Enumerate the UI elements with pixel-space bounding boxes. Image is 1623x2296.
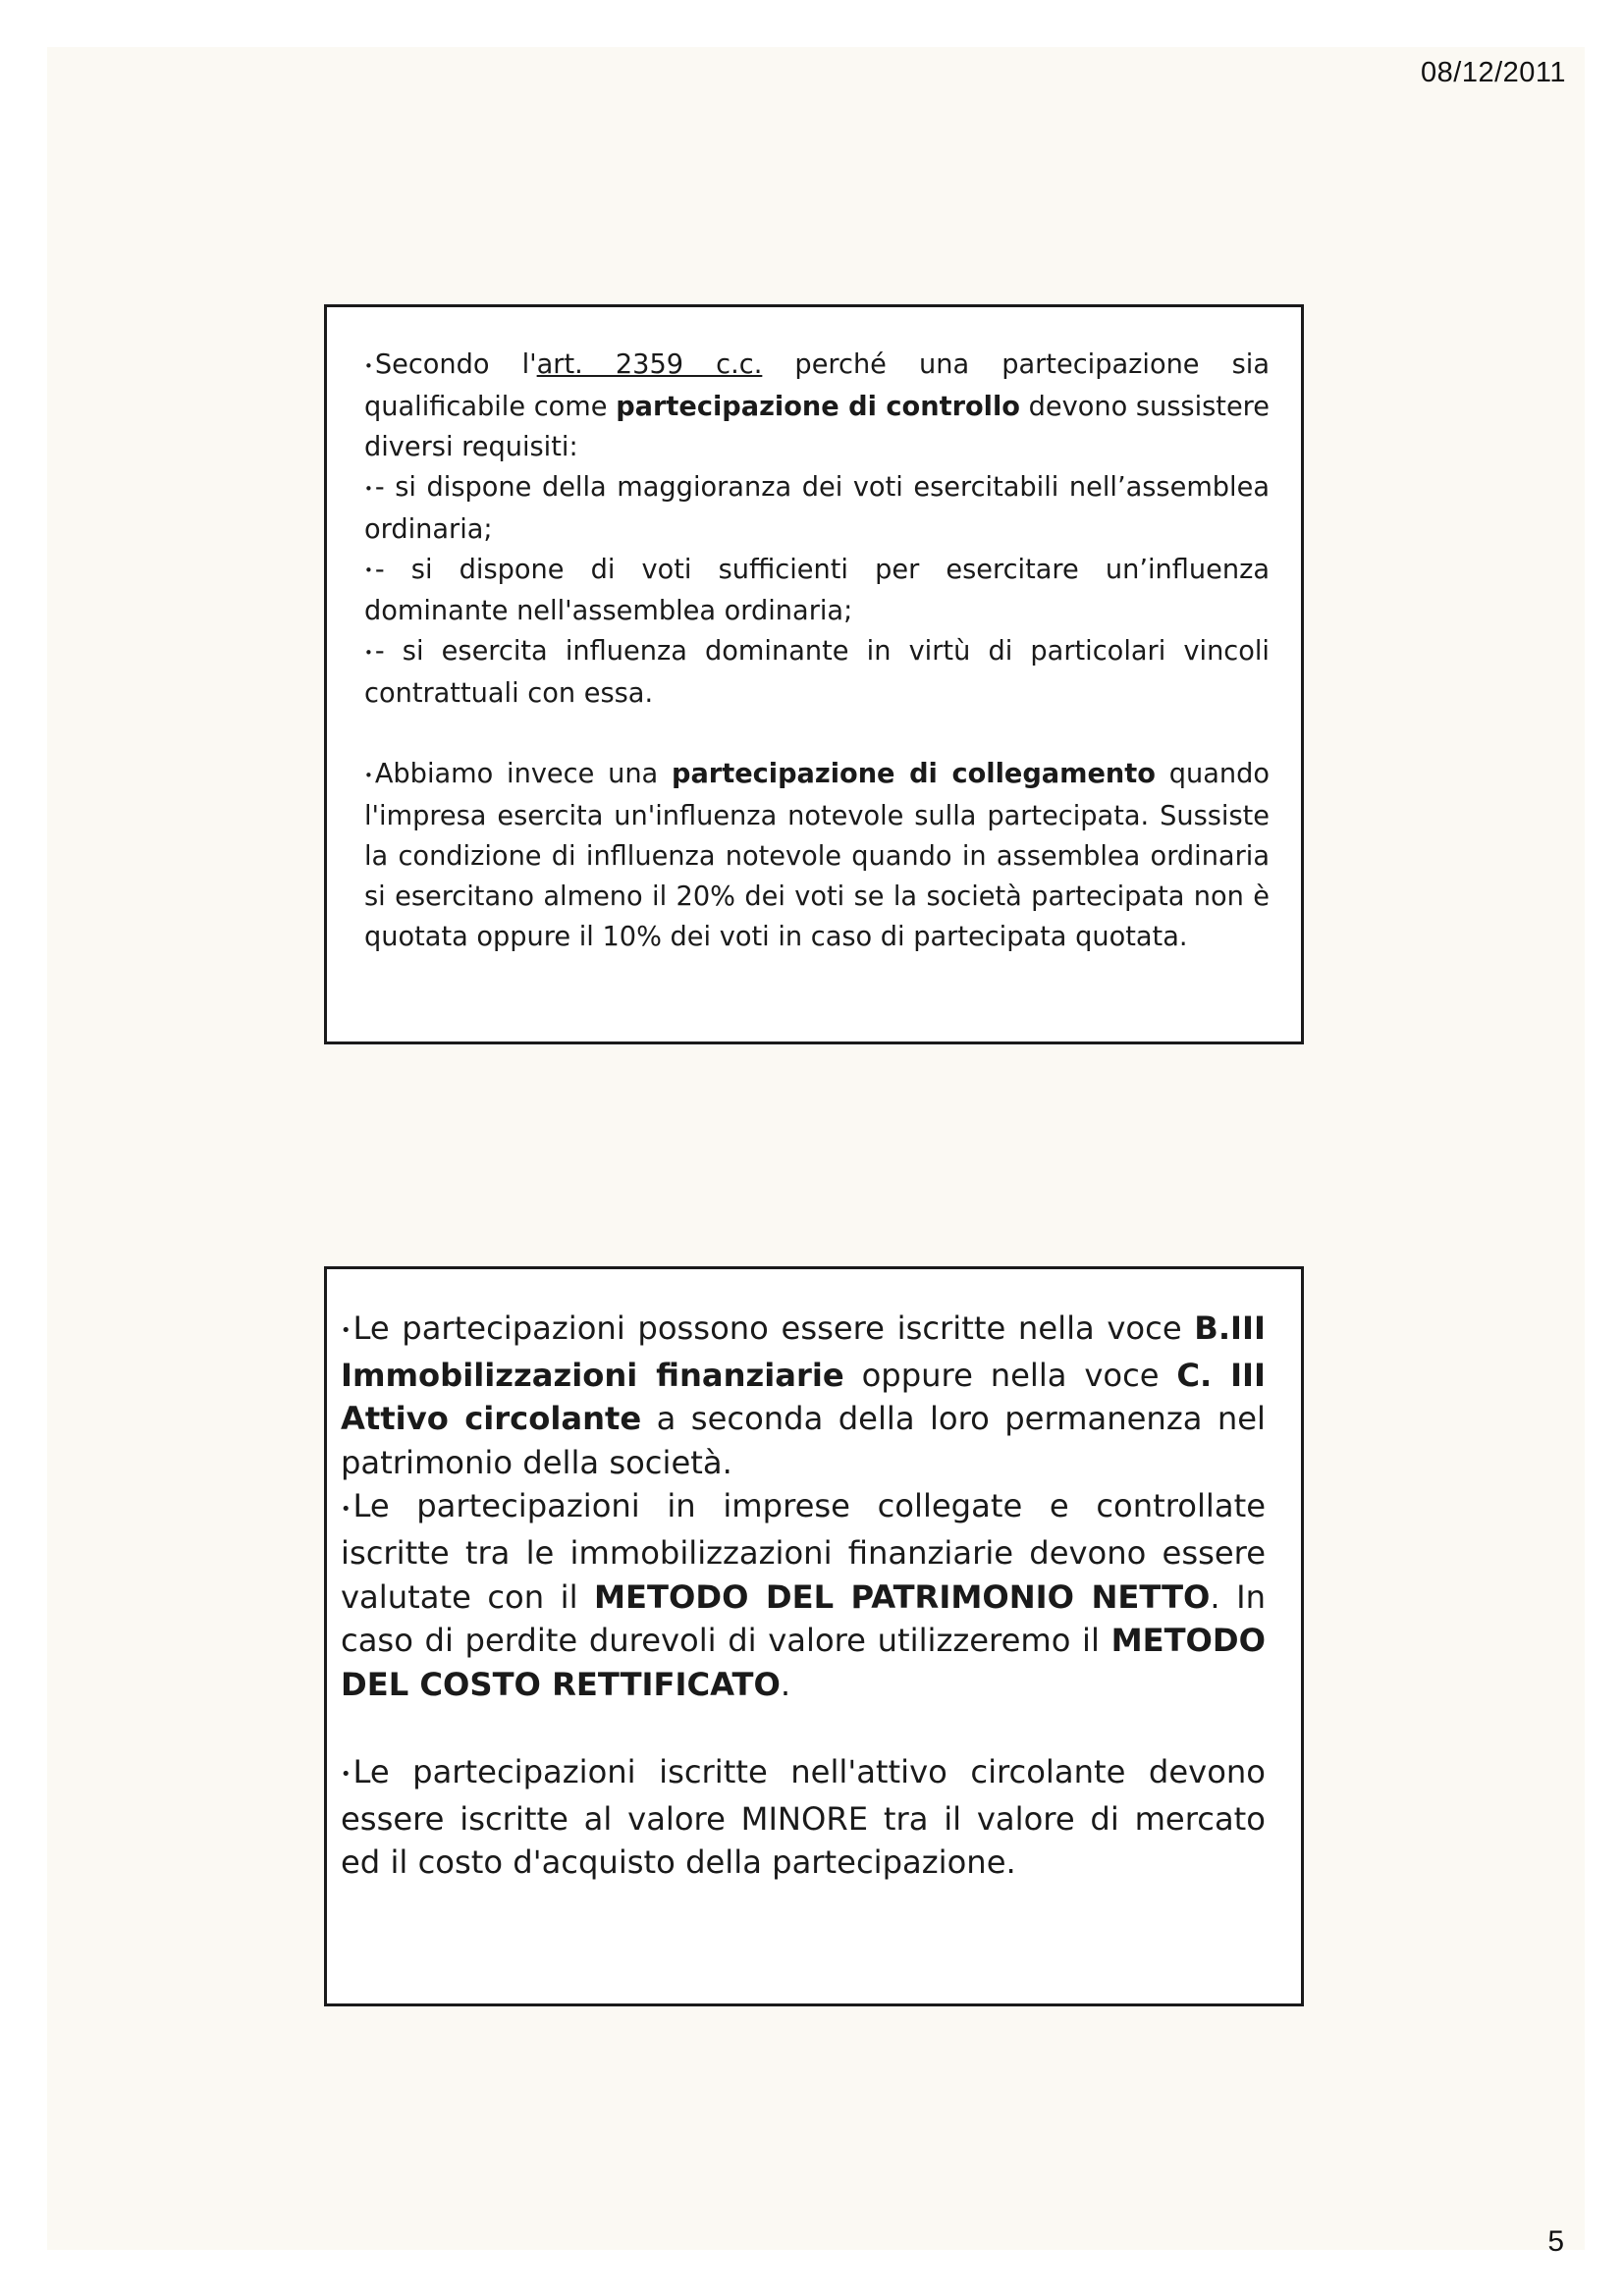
- text-span: Secondo l': [374, 349, 537, 380]
- text-span: Abbiamo invece una: [374, 759, 672, 790]
- bold-term-control: partecipazione di controllo: [616, 391, 1020, 422]
- bold-term-adjusted-cost-method: METODO DEL COSTO RETTIFICATO: [341, 1622, 1266, 1703]
- text-span: . In caso di perdite durevoli di valore utilizzeremo il: [341, 1577, 1266, 1660]
- text-span: Le partecipazioni possono essere iscritte nella voce: [352, 1309, 1195, 1347]
- bold-term-equity-method: METODO DEL PATRIMONIO NETTO: [594, 1577, 1211, 1616]
- text-span: perché una partecipazione sia qualificabile come: [364, 349, 1271, 422]
- requirement-text: - si dispone di voti sufficienti per esercitare un’influenza dominante nell'assemblea ordinaria;: [364, 554, 1270, 627]
- bullet-icon: •: [341, 1765, 352, 1786]
- bullet-icon: •: [341, 1321, 352, 1342]
- slide-1-paragraph-connection: [364, 754, 1270, 957]
- text-span: oppure nella voce: [843, 1356, 1177, 1394]
- bullet-icon: •: [364, 644, 373, 663]
- slide-2: [324, 1266, 1304, 2006]
- text-span: a seconda della loro permanenza nel patrimonio della società.: [341, 1400, 1266, 1481]
- slide-2-paragraph-valuation: [341, 1484, 1266, 1706]
- bold-term-financial-assets: B.III Immobilizzazioni finanziarie: [341, 1309, 1266, 1394]
- bullet-icon: •: [364, 766, 373, 784]
- bullet-icon: •: [364, 561, 373, 580]
- slide-1: [324, 304, 1304, 1044]
- slide-1-paragraph-control: [364, 345, 1270, 467]
- article-reference-link[interactable]: art. 2359 c.c.: [536, 349, 763, 380]
- slide-2-paragraph-current-assets: [341, 1750, 1266, 1885]
- bold-term-current-assets: C. III Attivo circolante: [341, 1356, 1267, 1438]
- bullet-icon: •: [364, 479, 373, 498]
- text-span: Le partecipazioni iscritte nell'attivo circolante devono essere iscritte al valore MINORE tra il valore di mercato ed il costo d'acquisto della partecipazione.: [341, 1752, 1266, 1882]
- page-number: 5: [1547, 2225, 1564, 2258]
- requirement-text: - si esercita influenza dominante in virtù di particolari vincoli contrattuali con essa.: [364, 636, 1270, 710]
- slide-1-requirement-2: [364, 550, 1270, 632]
- text-span: devono sussistere diversi requisiti:: [364, 391, 1270, 462]
- text-span: quando l'impresa esercita un'influenza notevole sulla partecipata. Sussiste la condizione di inflluenza notevole quando in assemblea ordinaria si esercitano almeno il 20% dei voti se la società partecipata non è quotata oppure il 10% dei voti in caso di partecipata quotata.: [364, 759, 1270, 952]
- slide-1-requirement-1: [364, 467, 1270, 550]
- slide-1-requirement-3: [364, 631, 1270, 714]
- bold-term-connection: partecipazione di collegamento: [671, 759, 1156, 790]
- bullet-icon: •: [364, 356, 373, 375]
- text-span: .: [780, 1665, 791, 1703]
- bullet-icon: •: [341, 1499, 352, 1520]
- slide-2-paragraph-classification: [341, 1307, 1266, 1484]
- header-date: 08/12/2011: [1421, 57, 1566, 88]
- requirement-text: - si dispone della maggioranza dei voti esercitabili nell’assemblea ordinaria;: [364, 471, 1270, 545]
- text-span: Le partecipazioni in imprese collegate e controllate iscritte tra le immobilizzazioni finanziarie devono essere valutate con il: [341, 1487, 1266, 1616]
